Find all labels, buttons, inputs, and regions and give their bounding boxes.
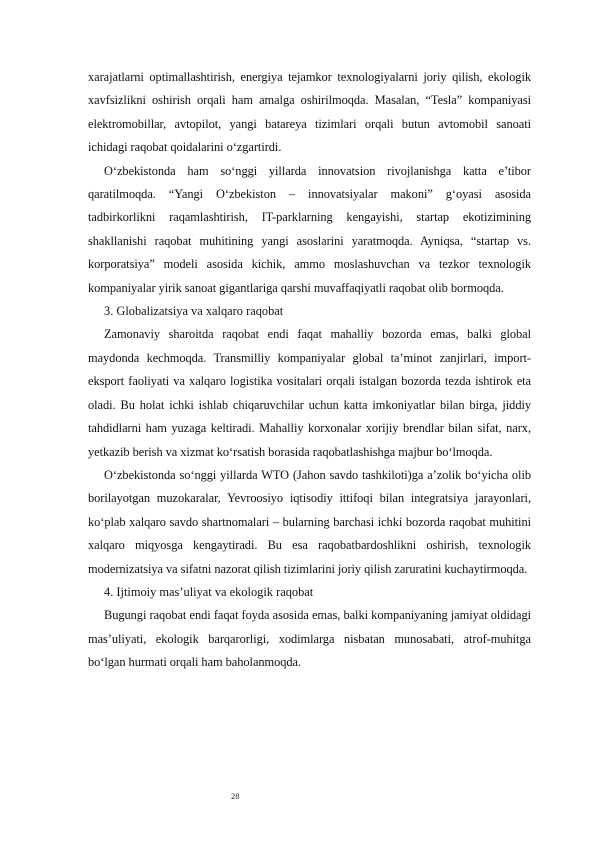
paragraph-global-competition: Zamonaviy sharoitda raqobat endi faqat mahalliy bozorda emas, balki global maydonda kechmoqda. Transmilliy kompaniyalar global ta’minot zanjirlari, import-eksport faoliyati va xalqaro logistika vositalari orqali istalgan bozorda tezda ishtirok eta oladi. Bu holat ichki ishlab chiqaruvchilar uchun katta imkoniyatlar bilan birga, jiddiy tahdidlarni ham yuzaga keltiradi. Mahalliy korxonalar xorijiy brendlar bilan sifat, narx, yetkazib berish va xizmat ko‘rsatish borasida raqobatlashishga majbur bo‘lmoqda.	[88, 327, 531, 459]
section-heading-social-responsibility: 4. Ijtimoiy mas’uliyat va ekologik raqobat	[104, 584, 314, 599]
paragraph-cost-optimization: xarajatlarni optimallashtirish, energiya tejamkor texnologiyalarni joriy qilish, ekologik xavfsizlikni oshirish orqali ham amalga oshirilmoqda. Masalan, “Tesla” kompaniyasi elektromobillar, avtopilot, yangi batareya tizimlari orqali butun avtomobil sanoati ichidagi raqobat qoidalarini o‘zgartirdi.	[88, 70, 531, 155]
document-page	[88, 66, 531, 675]
paragraph-uzbekistan-innovation: O‘zbekistonda ham so‘nggi yillarda innovatsion rivojlanishga katta e’tibor qaratilmoqda. “Yangi O‘zbekiston – innovatsiyalar makoni” g‘oyasi asosida tadbirkorlikni raqamlashtirish, IT-parklarning kengayishi, startap ekotizimining shakllanishi raqobat muhitining yangi asoslarini yaratmoqda. Ayniqsa, “startap vs. korporatsiya” modeli asosida kichik, ammo moslashuvchan va tezkor texnologik kompaniyalar yirik sanoat gigantlariga qarshi muvaffaqiyatli raqobat olib bormoqda.	[88, 163, 531, 295]
paragraph-uzbekistan-wto: O‘zbekistonda so‘nggi yillarda WTO (Jahon savdo tashkiloti)ga a’zolik bo‘yicha olib borilayotgan muzokaralar, Yevroosiyo iqtisodiy ittifoqi bilan integratsiya jarayonlari, ko‘plab xalqaro savdo shartnomalari – bularning barchasi ichki bozorda raqobat muhitini xalqaro miqyosga kengaytiradi. Bu esa raqobatbardoshlikni oshirish, texnologik modernizatsiya va sifatni nazorat qilish tizimlarini joriy qilish zaruratini kuchaytirmoqda.	[88, 467, 531, 576]
paragraph-modern-competition: Bugungi raqobat endi faqat foyda asosida emas, balki kompaniyaning jamiyat oldidagi mas’uliyati, ekologik barqarorligi, xodimlarga nisbatan munosabati, atrof-muhitga bo‘lgan hurmati orqali ham baholanmoqda.	[88, 608, 531, 670]
page-number: 28	[231, 791, 240, 801]
section-heading-globalization: 3. Globalizatsiya va xalqaro raqobat	[104, 304, 284, 319]
